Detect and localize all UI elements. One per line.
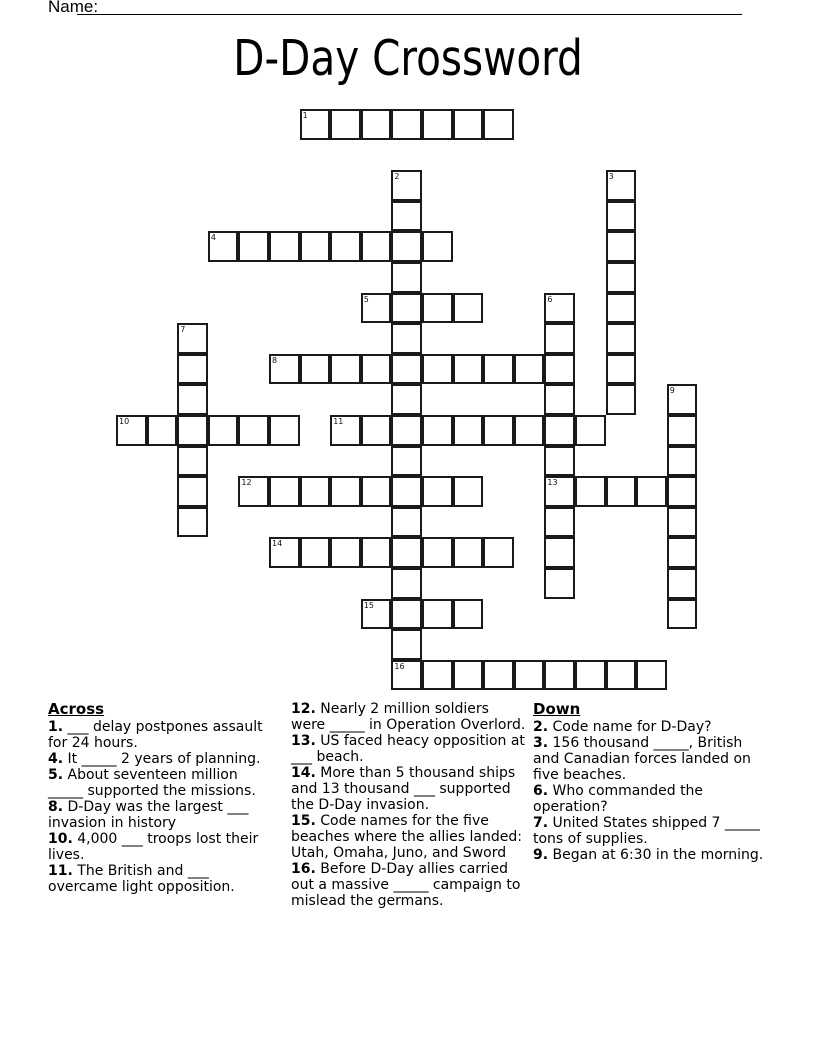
across-heading: Across [48, 700, 105, 718]
crossword-cell[interactable] [238, 415, 269, 446]
crossword-cell[interactable] [361, 476, 392, 507]
crossword-cell[interactable] [422, 293, 453, 324]
crossword-cell[interactable] [453, 354, 484, 385]
clue-across-13: 13. US faced heacy opposition at ___ beach. [291, 733, 525, 765]
crossword-cell[interactable] [483, 109, 514, 140]
crossword-cell[interactable] [606, 354, 637, 385]
crossword-cell[interactable] [330, 537, 361, 568]
crossword-cell[interactable] [422, 537, 453, 568]
crossword-cell[interactable] [606, 262, 637, 293]
crossword-cell[interactable] [544, 354, 575, 385]
crossword-cell[interactable] [330, 354, 361, 385]
crossword-cell[interactable] [300, 109, 331, 140]
crossword-cell[interactable] [514, 660, 545, 691]
clue-across-11: 11. The British and ___ overcame light opposition. [48, 863, 235, 895]
clue-across-1: 1. ___ delay postpones assault for 24 hours. [48, 719, 263, 751]
crossword-cell[interactable] [514, 354, 545, 385]
clue-down-7: 7. United States shipped 7 _____ tons of supplies. [533, 815, 760, 847]
crossword-cell[interactable] [361, 537, 392, 568]
across-clues [48, 700, 276, 895]
clue-number: 15 [363, 600, 374, 610]
crossword-cell[interactable] [177, 476, 208, 507]
clue-across-4: 4. It _____ 2 years of planning. [48, 751, 261, 767]
crossword-cell[interactable] [269, 537, 300, 568]
crossword-cell[interactable] [544, 537, 575, 568]
clue-number: 13 [547, 478, 558, 488]
crossword-cell[interactable] [391, 537, 422, 568]
crossword-cell[interactable] [422, 599, 453, 630]
crossword-cell[interactable] [453, 293, 484, 324]
crossword-cell[interactable] [422, 415, 453, 446]
crossword-cell[interactable] [300, 231, 331, 262]
crossword-cell[interactable] [483, 537, 514, 568]
crossword-cell[interactable] [330, 231, 361, 262]
crossword-cell[interactable] [330, 415, 361, 446]
crossword-cell[interactable] [667, 476, 698, 507]
crossword-cell[interactable] [391, 599, 422, 630]
clue-number: 12 [241, 478, 252, 488]
crossword-cell[interactable] [330, 109, 361, 140]
crossword-cell[interactable] [575, 415, 606, 446]
crossword-cell[interactable] [208, 415, 239, 446]
clue-across-8: 8. D-Day was the largest ___ invasion in history [48, 799, 249, 831]
crossword-cell[interactable] [391, 660, 422, 691]
crossword-cell[interactable] [391, 109, 422, 140]
clue-number: 4 [210, 233, 216, 243]
crossword-cell[interactable] [667, 568, 698, 599]
crossword-cell[interactable] [269, 354, 300, 385]
clue-down-2: 2. Code name for D-Day? [533, 719, 712, 735]
crossword-cell[interactable] [483, 354, 514, 385]
crossword-cell[interactable] [453, 109, 484, 140]
clue-number: 10 [119, 417, 130, 426]
crossword-cell[interactable] [391, 629, 422, 660]
crossword-cell[interactable] [391, 170, 422, 201]
down-heading: Down [533, 700, 581, 718]
crossword-cell[interactable] [269, 476, 300, 507]
crossword-cell[interactable] [575, 660, 606, 691]
clue-across-10: 10. 4,000 ___ troops lost their lives. [48, 831, 259, 863]
crossword-cell[interactable] [544, 293, 575, 324]
crossword-cell[interactable] [391, 293, 422, 324]
crossword-cell[interactable] [391, 507, 422, 538]
crossword-cell[interactable] [177, 384, 208, 415]
clue-across-14: 14. More than 5 thousand ships and 13 thousand ___ supported the D-Day invasion. [291, 765, 516, 813]
crossword-cell[interactable] [544, 507, 575, 538]
crossword-cell[interactable] [483, 415, 514, 446]
clue-across-12: 12. Nearly 2 million soldiers were _____ in Operation Overlord. [291, 701, 526, 733]
clue-number: 11 [333, 417, 344, 426]
clue-number: 6 [547, 294, 553, 304]
crossword-cell[interactable] [238, 231, 269, 262]
crossword-cell[interactable] [544, 415, 575, 446]
crossword-cell[interactable] [238, 476, 269, 507]
crossword-cell[interactable] [667, 384, 698, 415]
down-clues [533, 700, 773, 863]
crossword-cell[interactable] [361, 293, 392, 324]
clue-number: 1 [302, 111, 308, 120]
crossword-cell[interactable] [391, 568, 422, 599]
clue-number: 7 [180, 325, 186, 335]
crossword-cell[interactable] [300, 354, 331, 385]
crossword-cell[interactable] [544, 660, 575, 691]
crossword-cell[interactable] [391, 415, 422, 446]
crossword-cell[interactable] [422, 354, 453, 385]
clue-across-16: 16. Before D-Day allies carried out a massive _____ campaign to mislead the germans. [291, 861, 521, 909]
across-clues-continued [291, 701, 527, 909]
crossword-cell[interactable] [453, 415, 484, 446]
crossword-cell[interactable] [300, 476, 331, 507]
crossword-cell[interactable] [667, 599, 698, 630]
crossword-cell[interactable] [361, 415, 392, 446]
crossword-cell[interactable] [391, 201, 422, 232]
clue-across-15: 15. Code names for the five beaches where the allies landed: Utah, Omaha, Juno, and Sword [291, 813, 522, 861]
crossword-cell[interactable] [147, 415, 178, 446]
clue-across-5: 5. About seventeen million _____ supported the missions. [48, 767, 256, 799]
crossword-cell[interactable] [177, 323, 208, 354]
crossword-cell[interactable] [483, 660, 514, 691]
crossword-cell[interactable] [361, 231, 392, 262]
crossword-cell[interactable] [606, 660, 637, 691]
clue-down-9: 9. Began at 6:30 in the morning. [533, 847, 764, 863]
crossword-cell[interactable] [361, 109, 392, 140]
crossword-cell[interactable] [544, 568, 575, 599]
clue-number: 14 [272, 539, 283, 549]
clue-down-6: 6. Who commanded the operation? [533, 783, 704, 815]
crossword-cell[interactable] [391, 476, 422, 507]
crossword-cell[interactable] [667, 537, 698, 568]
name-label: Name: [48, 0, 99, 16]
crossword-cell[interactable] [391, 323, 422, 354]
crossword-cell[interactable] [177, 507, 208, 538]
crossword-cell[interactable] [453, 660, 484, 691]
crossword-cell[interactable] [330, 476, 361, 507]
crossword-cell[interactable] [422, 660, 453, 691]
crossword-cell[interactable] [269, 415, 300, 446]
crossword-cell[interactable] [177, 415, 208, 446]
crossword-cell[interactable] [606, 476, 637, 507]
crossword-cell[interactable] [177, 354, 208, 385]
crossword-cell[interactable] [453, 537, 484, 568]
crossword-cell[interactable] [361, 599, 392, 630]
page-title: D-Day Crossword [233, 30, 583, 87]
clue-number: 9 [669, 386, 675, 396]
crossword-cell[interactable] [453, 476, 484, 507]
clue-number: 2 [394, 172, 400, 182]
crossword-cell[interactable] [422, 109, 453, 140]
crossword-cell[interactable] [391, 446, 422, 477]
clue-down-3: 3. 156 thousand _____, British and Canadian forces landed on five beaches. [533, 735, 751, 783]
crossword-cell[interactable] [606, 293, 637, 324]
clue-number: 16 [394, 661, 405, 671]
crossword-cell[interactable] [606, 323, 637, 354]
crossword-cell[interactable] [422, 231, 453, 262]
crossword-cell[interactable] [544, 446, 575, 477]
clue-number: 8 [272, 355, 278, 365]
crossword-cell[interactable] [606, 170, 637, 201]
crossword-cell[interactable] [667, 415, 698, 446]
crossword-cell[interactable] [116, 415, 147, 446]
crossword-cell[interactable] [544, 323, 575, 354]
crossword-cell[interactable] [361, 354, 392, 385]
clue-number: 5 [363, 294, 369, 304]
clue-number: 3 [608, 172, 614, 182]
crossword-cell[interactable] [636, 660, 667, 691]
crossword-cell[interactable] [269, 231, 300, 262]
crossword-cell[interactable] [667, 507, 698, 538]
crossword-cell[interactable] [177, 446, 208, 477]
crossword-cell[interactable] [544, 476, 575, 507]
crossword-cell[interactable] [391, 231, 422, 262]
crossword-cell[interactable] [453, 599, 484, 630]
crossword-cell[interactable] [636, 476, 667, 507]
crossword-cell[interactable] [667, 446, 698, 477]
crossword-cell[interactable] [606, 201, 637, 232]
crossword-cell[interactable] [391, 384, 422, 415]
crossword-cell[interactable] [606, 384, 637, 415]
crossword-cell[interactable] [606, 231, 637, 262]
crossword-cell[interactable] [391, 262, 422, 293]
crossword-cell[interactable] [514, 415, 545, 446]
crossword-cell[interactable] [391, 354, 422, 385]
crossword-cell[interactable] [208, 231, 239, 262]
crossword-cell[interactable] [544, 384, 575, 415]
crossword-cell[interactable] [422, 476, 453, 507]
crossword-cell[interactable] [300, 537, 331, 568]
crossword-cell[interactable] [575, 476, 606, 507]
